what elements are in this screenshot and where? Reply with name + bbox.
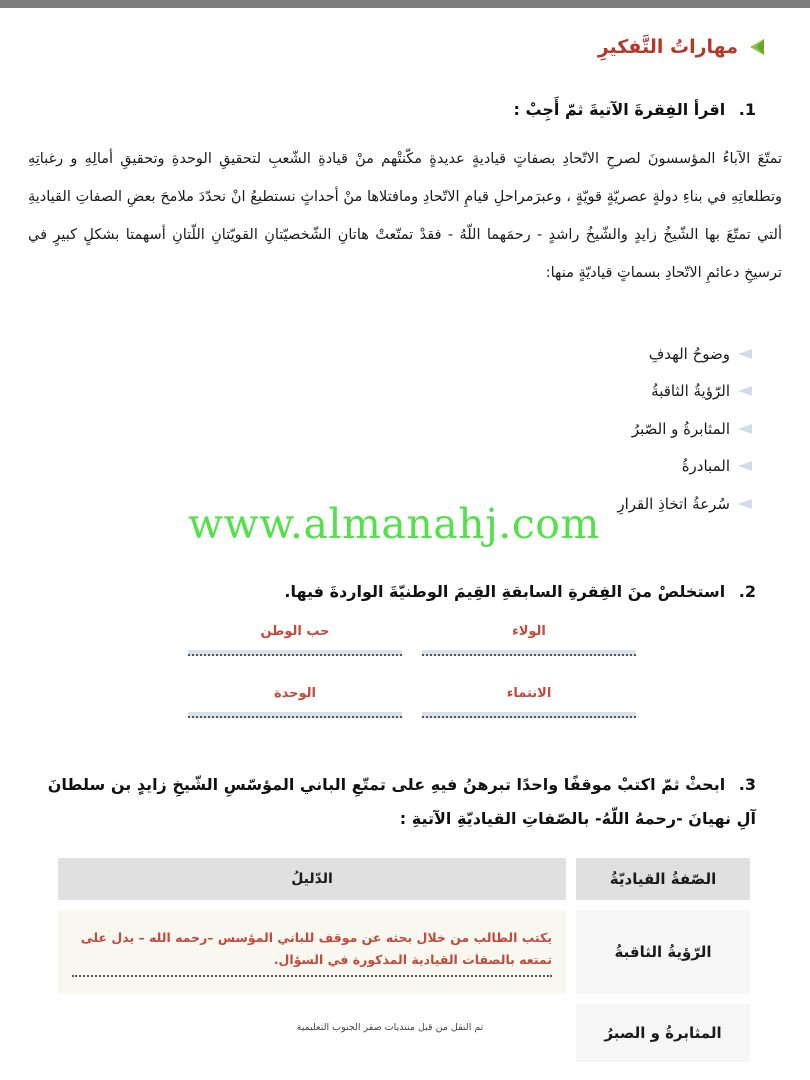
- answer-value: الوحدة: [273, 686, 317, 701]
- arrow-bullet-icon: [738, 499, 752, 509]
- list-item: [617, 373, 752, 411]
- answer-value: الانتماء: [506, 686, 552, 701]
- trait-cell: المثابرةُ و الصبرُ: [576, 1004, 750, 1062]
- trait-label: المثابرةُ و الصّبرُ: [631, 419, 730, 438]
- trait-label: وضوحُ الهدفِ: [648, 344, 730, 363]
- answer-line: [422, 712, 636, 718]
- evidence-cell[interactable]: [58, 910, 566, 994]
- question-1: [40, 100, 756, 119]
- table-row: [58, 910, 750, 994]
- reading-passage: تمتّعَ الآباءُ المؤسسونَ لصرحِ الاتّحادِ بصفاتٍ قياديةٍ عديدةٍ مكّنتْهم منْ قيادةِ الشّعبِ لتحقيقِ الوحدةِ وتحقيقِ أمالِهِ و رغباتِهِ وتطلعاتِهِ في بناءِ دولةٍ عصريّةٍ قويّةٍ ، وعبرَمراحلِ قيامِ الاتّحادِ ومافتلاها منْ أحداثٍ نستطيعُ انْ نحدّدَ ملامحَ بعضِ الصفاتِ القياديةِ ألتي تمتّعَ بها الشّيخُ زايدٍ والشّيخُ راشدٍ - رحمَهما اللّهُ - فقدْ تمتّعتْ هاتانِ الشّخصيّتانِ القويّتانِ اللّتانِ أسهمتا بشكلٍ كبيرٍ في ترسيخِ دعائمِ الاتّحادِ بسماتٍ قياديّةٍ منها:: [28, 151, 782, 281]
- question-prompt: استخلصْ منَ الفِقرةِ السابقةِ القِيمَ الوطنيّةَ الواردةَ فيها.: [284, 582, 726, 601]
- question-prompt: اقرأ الفِقرةَ الآتيةَ ثمّ أَجِبْ :: [513, 100, 726, 119]
- trait-label: الرّؤيةُ الثاقبةُ: [651, 382, 730, 401]
- list-item: [617, 335, 752, 373]
- answer-field[interactable]: [422, 622, 636, 660]
- table-header-row: [58, 858, 750, 900]
- question-3: [40, 768, 756, 836]
- question-2: [40, 582, 756, 601]
- question-number: 3.: [738, 775, 756, 794]
- answer-line: [188, 712, 402, 718]
- answer-line: [72, 975, 552, 977]
- answer-value: حب الوطن: [260, 624, 330, 639]
- traits-list: [617, 335, 752, 523]
- arrow-bullet-icon: [738, 424, 752, 434]
- traits-table: [58, 858, 750, 1072]
- question-number: 2.: [738, 582, 756, 601]
- answer-field[interactable]: [188, 684, 402, 722]
- arrow-bullet-icon: [738, 461, 752, 471]
- arrow-bullet-icon: [738, 349, 752, 359]
- evidence-text: يكتب الطالب من خلال بحثه عن موقف للباني المؤسس –رحمه الله – يدل على تمتعه بالصفات القيادية المذكورة في السؤال.: [80, 930, 552, 967]
- table-row: [58, 1004, 750, 1062]
- trait-label: سُرعةُ اتخاذِ القرارِ: [617, 494, 730, 513]
- footer-note: تم النقل من قبل منتديات صقر الجنوب التعليمية: [296, 1022, 484, 1033]
- trait-label: المبادرةُ: [681, 457, 730, 476]
- answer-grid: [188, 622, 636, 726]
- answer-field[interactable]: [422, 684, 636, 722]
- evidence-cell[interactable]: [58, 1004, 566, 1062]
- question-number: 1.: [738, 100, 756, 119]
- list-item: [617, 485, 752, 523]
- list-item: [617, 410, 752, 448]
- leaf-icon: [746, 37, 766, 57]
- answer-line: [422, 650, 636, 656]
- arrow-bullet-icon: [738, 386, 752, 396]
- answer-value: الولاء: [512, 624, 546, 639]
- column-header-evidence: الدّليلُ: [58, 858, 566, 900]
- top-border: [0, 0, 810, 8]
- watermark: www.almanahj.com: [188, 500, 600, 548]
- section-title: مهاراتُ التَّفكيرِ: [597, 36, 738, 58]
- answer-field[interactable]: [188, 622, 402, 660]
- trait-cell: الرّؤيةُ الثاقبةُ: [576, 910, 750, 994]
- section-header: [598, 36, 766, 58]
- column-header-trait: الصّفةُ القياديّةُ: [576, 858, 750, 900]
- list-item: [617, 448, 752, 486]
- question-prompt: ابحثْ ثمّ اكتبْ موقفًا واحدًا تبرهنُ فيهِ على تمتّعِ الباني المؤسّسِ الشّيخِ زايدٍ بن سلطانَ آلِ نهيانَ -رحمهُ اللّهُ- بالصّفاتِ القياديّةِ الآتيةِ :: [47, 775, 756, 828]
- answer-line: [188, 650, 402, 656]
